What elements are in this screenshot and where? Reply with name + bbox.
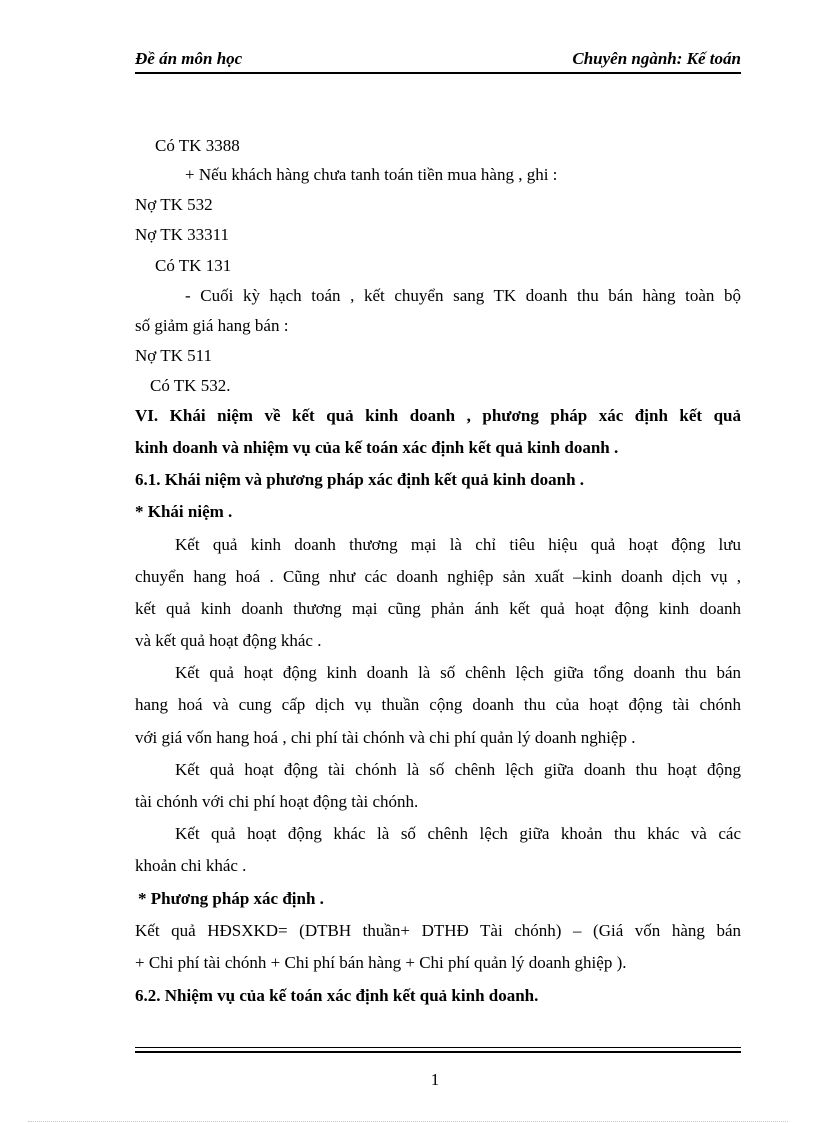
text-line: với giá vốn hang hoá , chi phí tài chónh và chi phí quản lý doanh nghiệp .	[135, 728, 636, 747]
subsection-heading: 6.2. Nhiệm vụ của kế toán xác định kết quả kinh doanh.	[135, 986, 539, 1005]
text-line: khoản chi khác .	[135, 856, 247, 875]
text-line: Có TK 3388	[155, 136, 240, 155]
text-line: - Cuối kỳ hạch toán , kết chuyển sang TK doanh thu bán hàng toàn bộ	[185, 286, 741, 305]
text-line: Kết quả kinh doanh thương mại là chỉ tiêu hiệu quả hoạt động lưu	[175, 535, 741, 554]
subsection-heading: 6.1. Khái niệm và phương pháp xác định kết quả kinh doanh .	[135, 470, 585, 489]
subsection-heading: * Khái niệm .	[135, 502, 233, 521]
formula-line: + Chi phí tài chónh + Chi phí bán hàng + Chi phí quản lý doanh ghiệp ).	[135, 953, 627, 972]
header-major-label: Chuyên ngành: Kế toán	[572, 49, 741, 68]
page-number: 1	[430, 1070, 440, 1089]
text-line: Nợ TK 33311	[135, 225, 229, 244]
text-line: chuyển hang hoá . Cũng như các doanh nghiệp sản xuất –kinh doanh dịch vụ ,	[135, 567, 741, 586]
text-line: hang hoá và cung cấp dịch vụ thuần cộng doanh thu của hoạt động tài chónh	[135, 695, 741, 714]
section-heading: kinh doanh và nhiệm vụ của kế toán xác định kết quả kinh doanh .	[135, 438, 619, 457]
text-line: và kết quả hoạt động khác .	[135, 631, 322, 650]
text-line: Nợ TK 511	[135, 346, 212, 365]
section-heading: VI. Khái niệm về kết quả kinh doanh , phương pháp xác định kết quả	[135, 406, 741, 425]
page-header	[135, 46, 741, 74]
page-bottom-dotted-line	[28, 1121, 788, 1122]
formula-line: Kết quả HĐSXKD= (DTBH thuần+ DTHĐ Tài chónh) – (Giá vốn hàng bán	[135, 921, 741, 940]
text-line: Kết quả hoạt động khác là số chênh lệch giữa khoản thu khác và các	[175, 824, 741, 843]
text-line: Có TK 131	[155, 256, 232, 275]
text-line: + Nếu khách hàng chưa tanh toán tiền mua hàng , ghi :	[185, 165, 558, 184]
text-line: số giảm giá hang bán :	[135, 316, 289, 335]
header-course-label: Đề án môn học	[135, 49, 243, 68]
text-line: tài chónh với chi phí hoạt động tài chónh.	[135, 792, 419, 811]
text-line: Có TK 532.	[150, 376, 231, 395]
footer-divider	[135, 1051, 741, 1053]
text-line: kết quả kinh doanh thương mại cũng phản ánh kết quả hoạt động kinh doanh	[135, 599, 741, 618]
text-line: Kết quả hoạt động tài chónh là số chênh lệch giữa doanh thu hoạt động	[175, 760, 741, 779]
text-line: Kết quả hoạt động kinh doanh là số chênh lệch giữa tổng doanh thu bán	[175, 663, 741, 682]
footer-divider	[135, 1047, 741, 1048]
text-line: Nợ TK 532	[135, 195, 213, 214]
subsection-heading: * Phương pháp xác định .	[138, 889, 324, 908]
